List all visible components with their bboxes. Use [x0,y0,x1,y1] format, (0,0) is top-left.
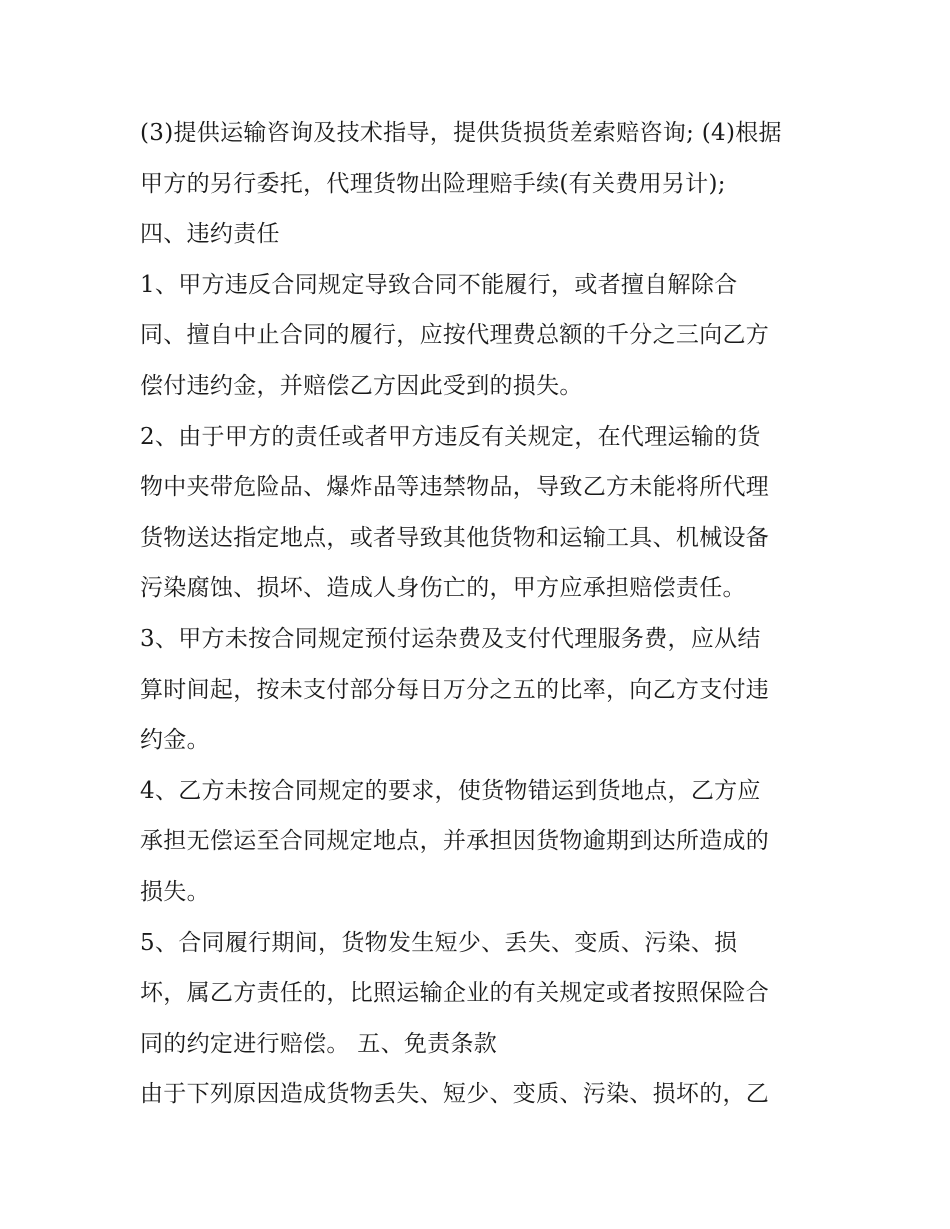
text-line: 损失。 [140,878,210,905]
text-line: 5、合同履行期间，货物发生短少、丢失、变质、污染、损 [140,929,738,956]
text-line: 4、乙方未按合同规定的要求，使货物错运到货地点，乙方应 [140,777,761,804]
text-line: 同、擅自中止合同的履行，应按代理费总额的千分之三向乙方 [140,322,770,349]
text-line: 1、甲方违反合同规定导致合同不能履行，或者擅自解除合 [140,271,738,298]
document-body [140,108,820,1120]
section-heading-breach-liability: 四、违约责任 [140,221,280,248]
text-line: 同的约定进行赔偿。 五、免责条款 [140,1030,498,1057]
text-line: 约金。 [140,727,210,754]
text-line: (3)提供运输咨询及技术指导，提供货损货差索赔咨询; (4)根据 [140,120,782,146]
text-line: 坏，属乙方责任的，比照运输企业的有关规定或者按照保险合 [140,980,770,1007]
text-line: 2、由于甲方的责任或者甲方违反有关规定，在代理运输的货 [140,423,761,450]
text-line: 承担无偿运至合同规定地点，并承担因货物逾期到达所造成的 [140,828,770,855]
text-line: 偿付违约金，并赔偿乙方因此受到的损失。 [140,372,583,399]
text-line: 物中夹带危险品、爆炸品等违禁物品，导致乙方未能将所代理 [140,474,770,501]
text-line: 货物送达指定地点，或者导致其他货物和运输工具、机械设备 [140,524,770,551]
text-line: 3、甲方未按合同规定预付运杂费及支付代理服务费，应从结 [140,625,761,652]
text-line: 由于下列原因造成货物丢失、短少、变质、污染、损坏的，乙 [140,1081,770,1108]
text-line: 甲方的另行委托，代理货物出险理赔手续(有关费用另计); [140,170,726,197]
text-line: 算时间起，按未支付部分每日万分之五的比率，向乙方支付违 [140,676,770,703]
text-line: 污染腐蚀、损坏、造成人身伤亡的，甲方应承担赔偿责任。 [140,575,746,602]
